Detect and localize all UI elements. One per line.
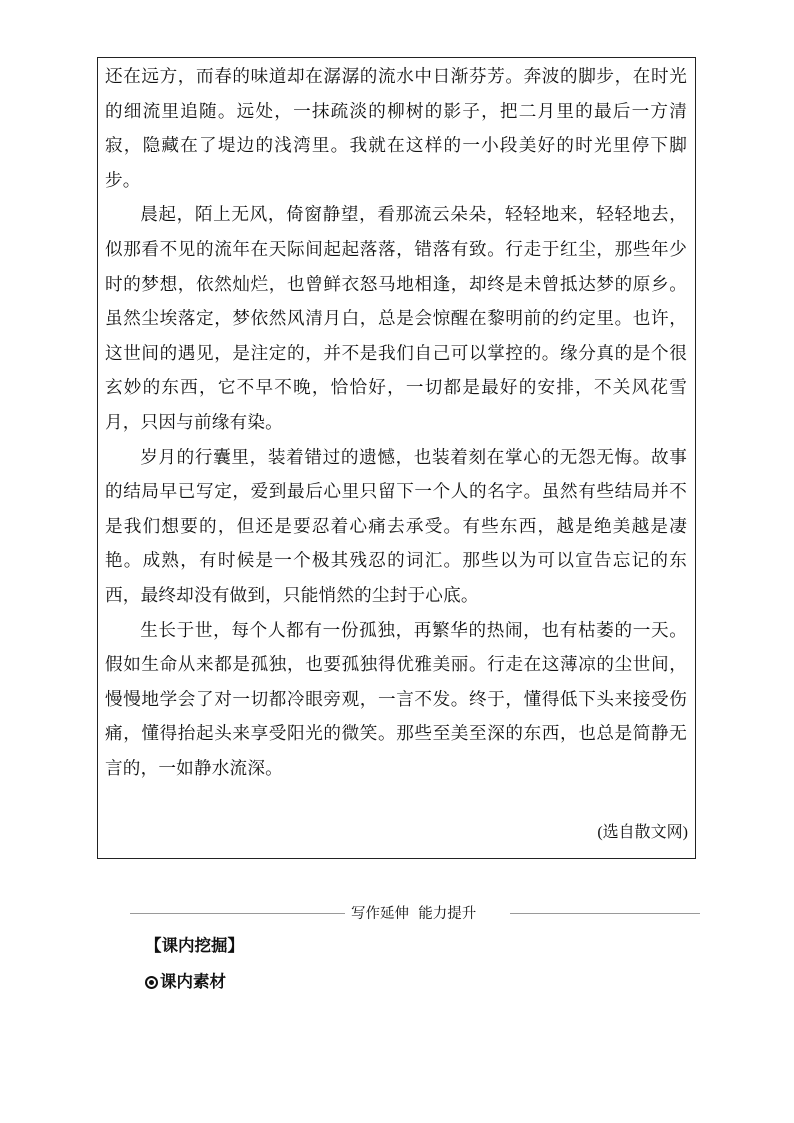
circle-bullet-icon [145, 976, 158, 989]
essay-paragraph-1: 还在远方，而春的味道却在潺潺的流水中日渐芬芳。奔波的脚步，在时光的细流里追随。远处，一抹疏淡的柳树的影子，把二月里的最后一方清寂，隐藏在了堤边的浅湾里。我就在这样的一小段美好的时光里停下脚步。 [105, 67, 687, 191]
essay-source-citation: (选自散文网) [597, 824, 688, 841]
section-heading: 【课内挖掘】 [145, 936, 244, 955]
essay-paragraph-3: 岁月的行囊里，装着错过的遗憾，也装着刻在掌心的无怨无悔。故事的结局早已写定，爱到最后心里只留下一个人的名字。虽然有些结局并不是我们想要的，但还是要忍着心痛去承受。有些东西，越是绝美越是凄艳。成熟，有时候是一个极其残忍的词汇。那些以为可以宣告忘记的东西，最终却没有做到，只能悄然的尘封于心底。 [105, 447, 687, 606]
divider-line-left [130, 913, 345, 914]
subsection-heading [145, 968, 226, 996]
essay-paragraph-2: 晨起，陌上无风，倚窗静望，看那流云朵朵，轻轻地来，轻轻地去，似那看不见的流年在天际间起起落落，错落有致。行走于红尘，那些年少时的梦想，依然灿烂，也曾鲜衣怒马地相逢，却终是未曾抵达梦的原乡。虽然尘埃落定，梦依然风清月白，总是会惊醒在黎明前的约定里。也许，这世间的遇见，是注定的，并不是我们自己可以掌控的。缘分真的是个很玄妙的东西，它不早不晚，恰恰好，一切都是最好的安排，不关风花雪月，只因与前缘有染。 [105, 205, 687, 433]
divider-line-right [510, 913, 700, 914]
section-divider [130, 903, 700, 925]
section-title: 写作延伸 能力提升 [351, 906, 477, 922]
subsection-heading-label: 课内素材 [160, 972, 226, 991]
essay-paragraph-4: 生长于世，每个人都有一份孤独，再繁华的热闹，也有枯萎的一天。假如生命从来都是孤独，也要孤独得优雅美丽。行走在这薄凉的尘世间，慢慢地学会了对一切都冷眼旁观，一言不发。终于，懂得低下头来接受伤痛，懂得抬起头来享受阳光的微笑。那些至美至深的东西，也总是简静无言的，一如静水流深。 [105, 620, 687, 779]
essay-excerpt-box [97, 57, 696, 859]
